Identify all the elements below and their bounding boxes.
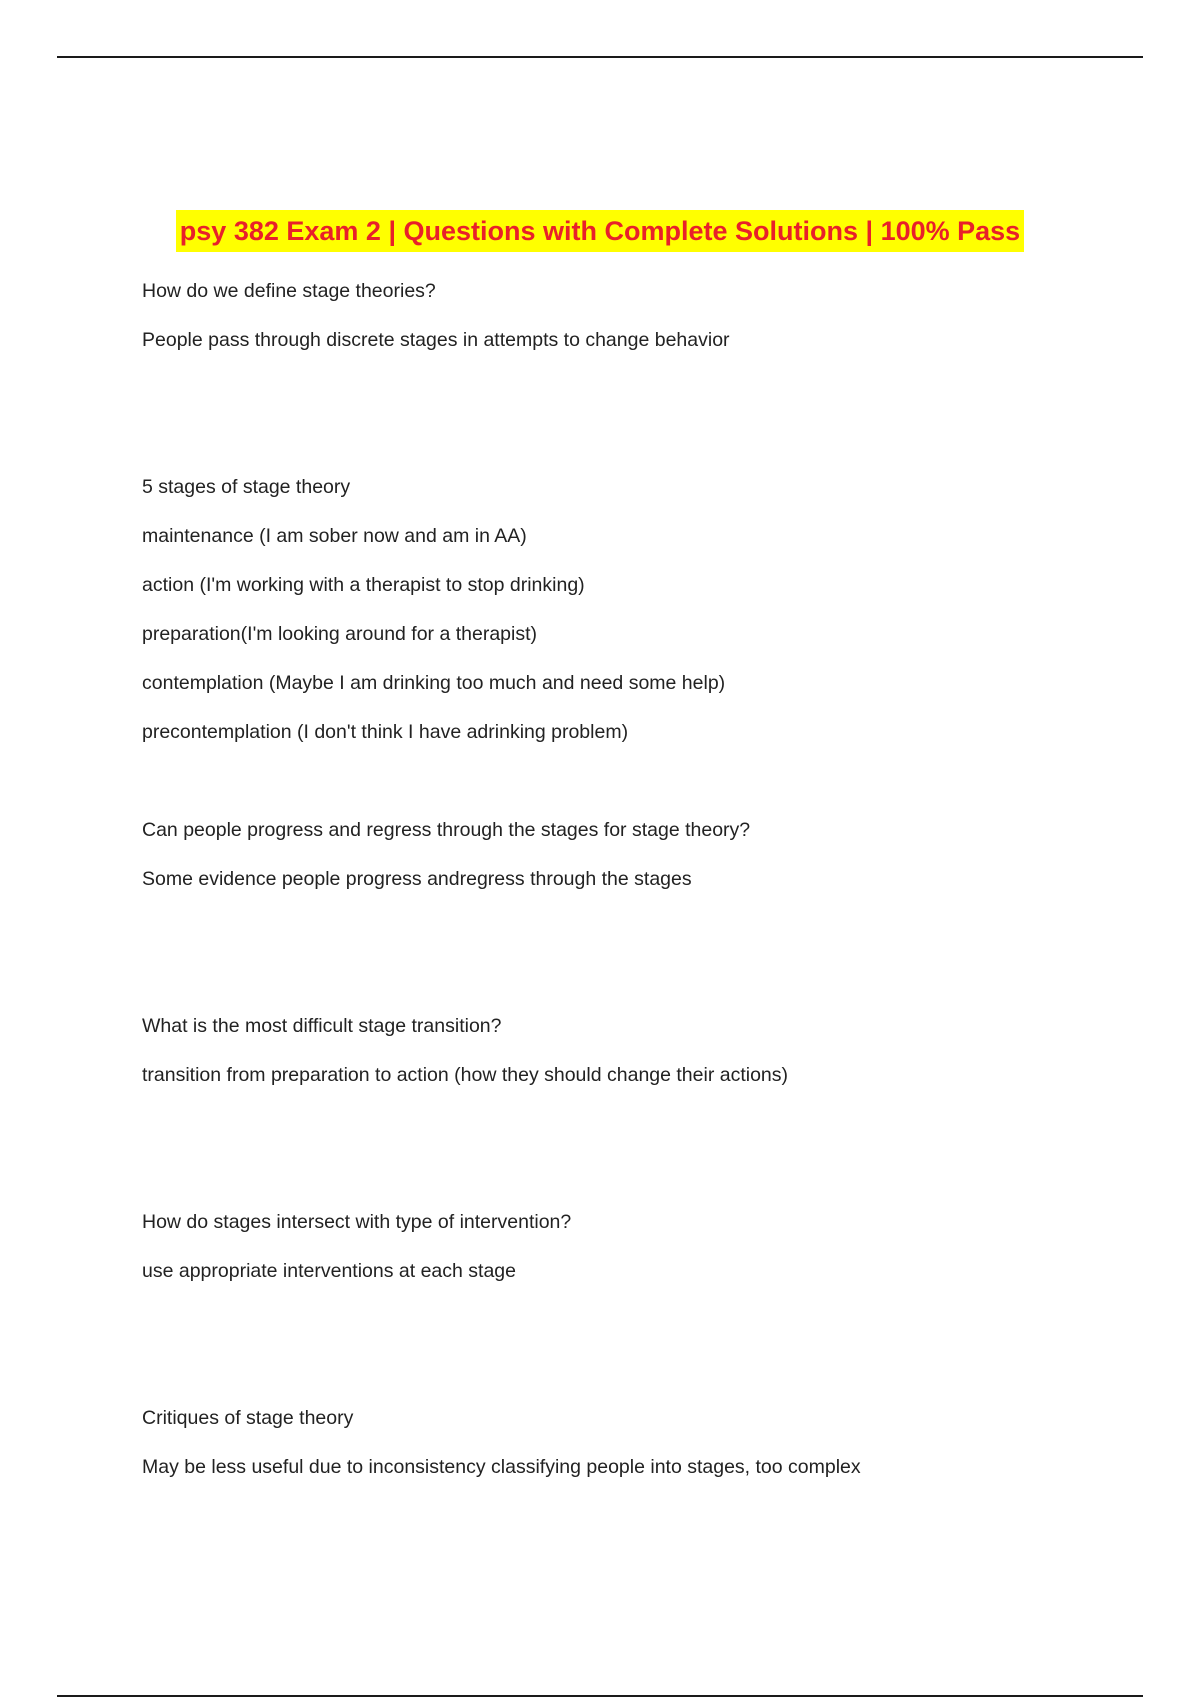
question-3: Can people progress and regress through the stages for stage theory?: [142, 819, 751, 841]
answer-2-precontemplation: precontemplation (I don't think I have adrinking problem): [142, 721, 629, 743]
question-4: What is the most difficult stage transition?: [142, 1015, 502, 1037]
answer-1: People pass through discrete stages in attempts to change behavior: [142, 329, 730, 351]
answer-4: transition from preparation to action (how they should change their actions): [142, 1064, 789, 1086]
answer-2-maintenance: maintenance (I am sober now and am in AA): [142, 525, 527, 547]
question-6: Critiques of stage theory: [142, 1407, 354, 1429]
answer-5: use appropriate interventions at each stage: [142, 1260, 516, 1282]
answer-6: May be less useful due to inconsistency classifying people into stages, too complex: [142, 1456, 861, 1478]
bottom-rule: [57, 1695, 1143, 1697]
question-1: How do we define stage theories?: [142, 280, 436, 302]
answer-2-contemplation: contemplation (Maybe I am drinking too much and need some help): [142, 672, 726, 694]
answer-2-preparation: preparation(I'm looking around for a therapist): [142, 623, 538, 645]
document-title: psy 382 Exam 2 | Questions with Complete Solutions | 100% Pass: [176, 210, 1024, 252]
question-5: How do stages intersect with type of intervention?: [142, 1211, 572, 1233]
question-2: 5 stages of stage theory: [142, 476, 351, 498]
top-rule: [57, 56, 1143, 58]
answer-2-action: action (I'm working with a therapist to stop drinking): [142, 574, 585, 596]
answer-3: Some evidence people progress andregress through the stages: [142, 868, 692, 890]
title-block: [0, 210, 1200, 252]
